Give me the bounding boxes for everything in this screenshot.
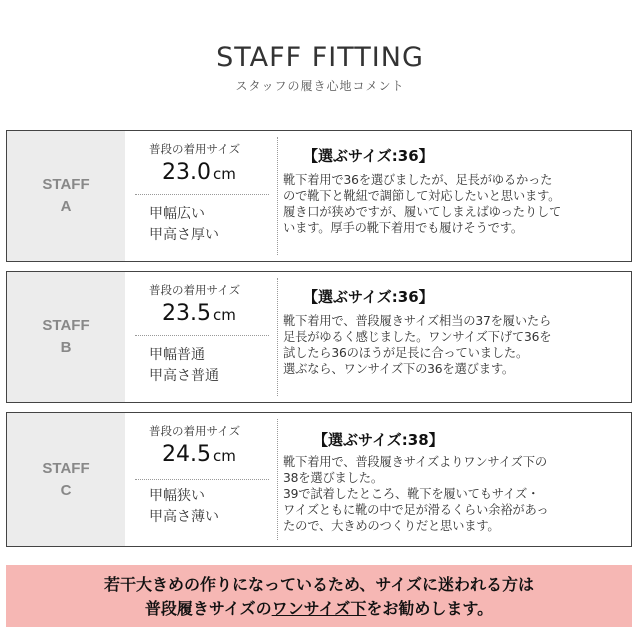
chosen-size: 【選ぶサイズ:36】 bbox=[303, 147, 434, 165]
usual-size-value: 24.5 cm bbox=[162, 442, 236, 467]
recommendation-banner bbox=[6, 565, 632, 627]
size-info bbox=[125, 131, 277, 261]
foot-features bbox=[149, 345, 219, 387]
foot-features bbox=[149, 204, 219, 246]
size-info bbox=[125, 272, 277, 402]
staff-card-a bbox=[6, 130, 632, 262]
foot-width: 甲幅狭い bbox=[149, 488, 205, 504]
page-title: STAFF FITTING bbox=[216, 42, 424, 73]
fitting-comment bbox=[283, 286, 633, 377]
staff-label: STAFF B bbox=[7, 272, 125, 402]
usual-size-value: 23.5 cm bbox=[162, 301, 236, 326]
fitting-comment bbox=[283, 145, 633, 236]
banner-line-2: 普段履きサイズのワンサイズ下をお勧めします。 bbox=[144, 599, 494, 618]
staff-label: STAFF A bbox=[7, 131, 125, 261]
usual-size-value: 23.0 cm bbox=[162, 160, 236, 185]
page-subtitle: スタッフの履き心地コメント bbox=[235, 79, 405, 93]
foot-height: 甲高さ薄い bbox=[149, 509, 219, 525]
foot-height: 甲高さ厚い bbox=[149, 227, 219, 243]
divider bbox=[135, 194, 269, 195]
foot-width: 甲幅普通 bbox=[149, 347, 205, 363]
comment-text: 靴下着用で36を選びましたが、足長がゆるかった ので靴下と靴紐で調節して対応したいと思います。 履き口が狭めですが、履いてしまえばゆったりして います。厚手の靴下着用でも履けそうです。 bbox=[283, 173, 562, 235]
chosen-size: 【選ぶサイズ:38】 bbox=[313, 431, 444, 449]
divider bbox=[135, 335, 269, 336]
one-size-down-emphasis: ワンサイズ下 bbox=[271, 599, 367, 618]
staff-label: STAFF C bbox=[7, 413, 125, 546]
banner-line-1: 若干大きめの作りになっているため、サイズに迷われる方は bbox=[103, 575, 535, 594]
staff-card-c bbox=[6, 412, 632, 547]
foot-height: 甲高さ普通 bbox=[149, 368, 219, 384]
foot-features bbox=[149, 486, 219, 528]
divider bbox=[277, 419, 278, 540]
fitting-comment bbox=[283, 429, 633, 534]
comment-text: 靴下着用で、普段履きサイズよりワンサイズ下の 38を選びました。 39で試着したところ、靴下を履いてもサイズ・ ワイズともに靴の中で足が滑るくらい余裕があっ たので、大きめのつくりだと思います。 bbox=[283, 455, 549, 533]
divider bbox=[277, 278, 278, 396]
comment-text: 靴下着用で、普段履きサイズ相当の37を履いたら 足長がゆるく感じました。ワンサイズ下げて36を 試したら36のほうが足長に合っていました。 選ぶなら、ワンサイズ下の36を選びます。 bbox=[283, 314, 552, 376]
chosen-size: 【選ぶサイズ:36】 bbox=[303, 288, 434, 306]
foot-width: 甲幅広い bbox=[149, 206, 205, 222]
divider bbox=[277, 137, 278, 255]
usual-size-label: 普段の着用サイズ bbox=[149, 424, 241, 438]
staff-card-b bbox=[6, 271, 632, 403]
usual-size-label: 普段の着用サイズ bbox=[149, 283, 241, 297]
divider bbox=[135, 479, 269, 480]
usual-size-label: 普段の着用サイズ bbox=[149, 142, 241, 156]
